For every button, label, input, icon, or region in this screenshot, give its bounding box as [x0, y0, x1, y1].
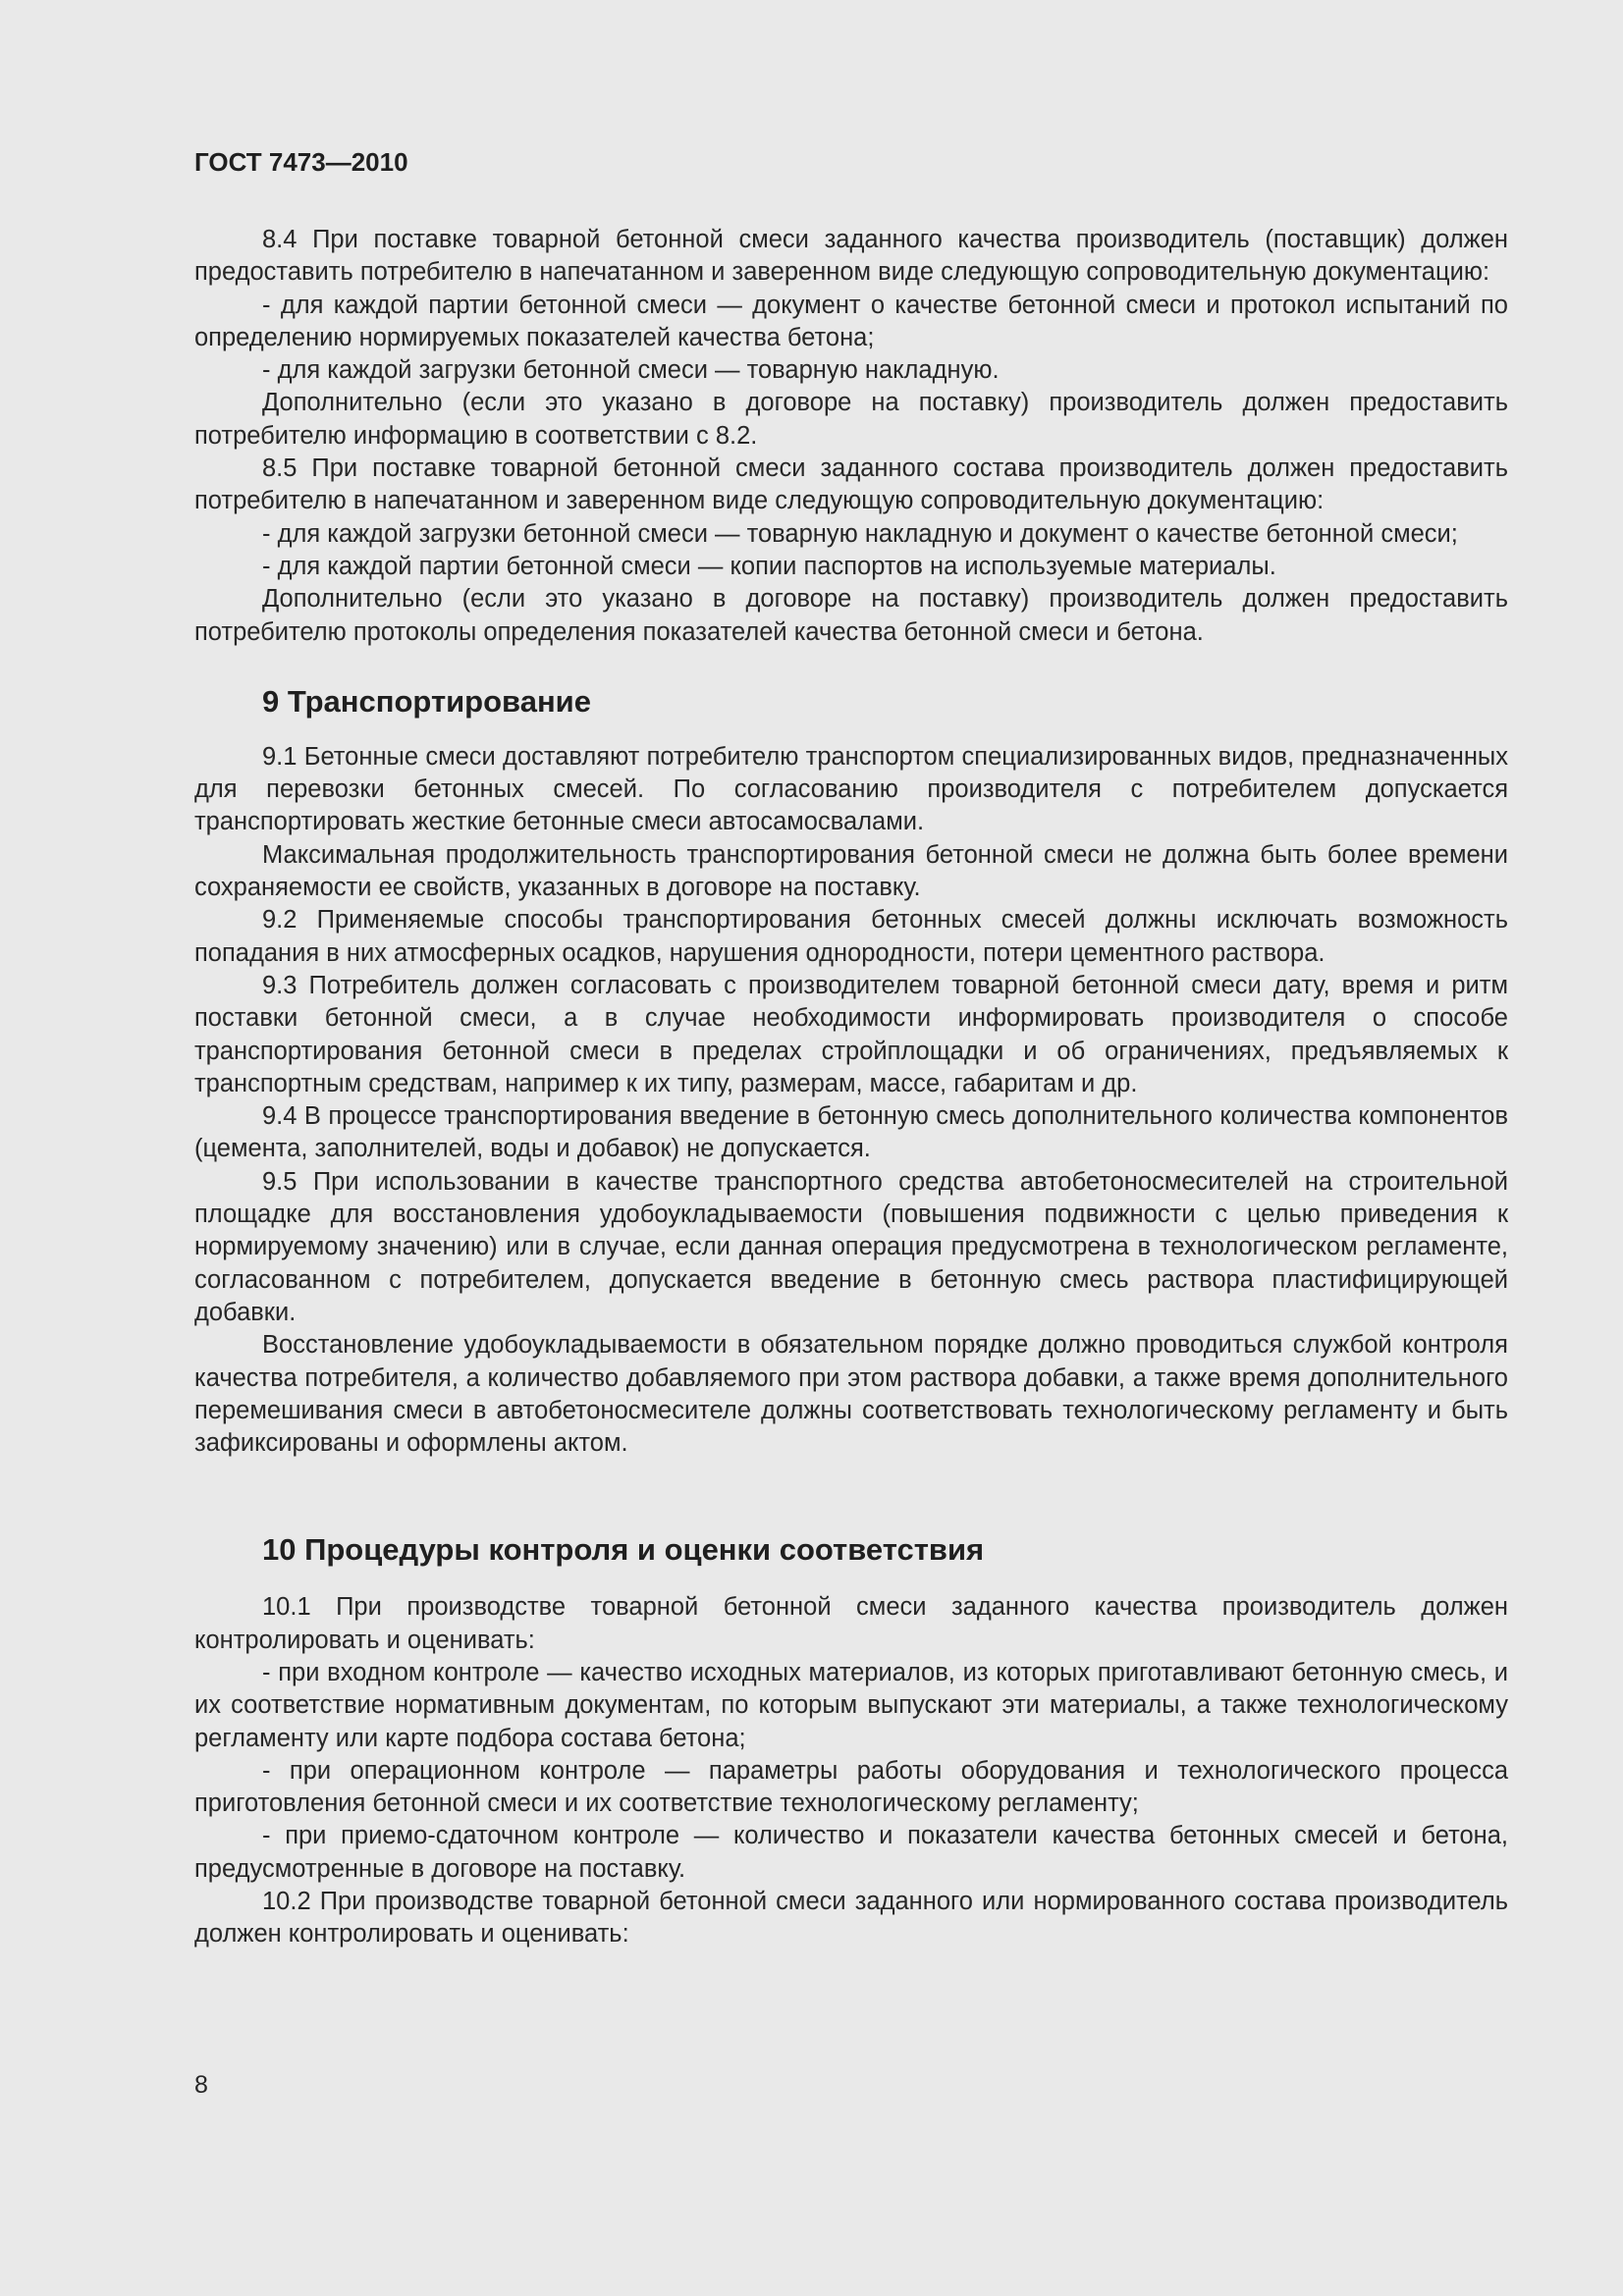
list-item: - для каждой партии бетонной смеси — копии паспортов на используемые материалы. [262, 552, 1276, 580]
paragraph-10-2: 10.2 При производстве товарной бетонной смеси заданного или нормированного состава производитель должен контролировать и оценивать: [194, 1888, 1508, 1949]
list-item: - для каждой загрузки бетонной смеси — товарную накладную и документ о качестве бетонной смеси; [262, 519, 1458, 548]
list-item: - для каждой загрузки бетонной смеси — товарную накладную. [262, 356, 1000, 385]
paragraph-9-4: 9.4 В процессе транспортирования введение в бетонную смесь дополнительного количества компонентов (цемента, заполнителей, воды и добавок) не допускается. [194, 1102, 1508, 1163]
paragraph-10-1: 10.1 При производстве товарной бетонной смеси заданного качества производитель должен контролировать и оценивать: [194, 1593, 1508, 1654]
section-9-heading: 9 Транспортирование [262, 683, 591, 719]
list-item: - при приемо-сдаточном контроле — количество и показатели качества бетонных смесей и бетона, предусмотренные в договоре на поставку. [194, 1822, 1508, 1883]
list-item: - при входном контроле — качество исходных материалов, из которых приготавливают бетонную смесь, и их соответствие нормативным документам, по которым выпускают эти материалы, а также технологическому регламенту или карте подбора состава бетона; [194, 1658, 1508, 1752]
paragraph-9-2: 9.2 Применяемые способы транспортирования бетонных смесей должны исключать возможность попадания в них атмосферных осадков, нарушения однородности, потери цементного раствора. [194, 906, 1508, 967]
paragraph: Максимальная продолжительность транспортирования бетонной смеси не должна быть более времени сохраняемости ее свойств, указанных в договоре на поставку. [194, 840, 1508, 902]
paragraph: Дополнительно (если это указано в договоре на поставку) производитель должен предоставить потребителю протоколы определения показателей качества бетонной смеси и бетона. [194, 585, 1508, 646]
page-number: 8 [194, 2071, 208, 2099]
document-header: ГОСТ 7473—2010 [194, 147, 408, 177]
paragraph: Восстановление удобоукладываемости в обязательном порядке должно проводиться службой контроля качества потребителя, а количество добавляемого при этом раствора добавки, а также время дополнительного перемешивания смеси в автобетоносмесителе должны соответствовать технологическому регламенту и быть зафиксированы и оформлены актом. [194, 1331, 1508, 1458]
paragraph-9-1: 9.1 Бетонные смеси доставляют потребителю транспортом специализированных видов, предназначенных для перевозки бетонных смесей. По согласованию производителя с потребителем допускается транспортировать жесткие бетонные смеси автосамосвалами. [194, 742, 1508, 836]
list-item: - для каждой партии бетонной смеси — документ о качестве бетонной смеси и протокол испытаний по определению нормируемых показателей качества бетона; [194, 291, 1508, 351]
paragraph-8-4: 8.4 При поставке товарной бетонной смеси заданного качества производитель (поставщик) должен предоставить потребителю в напечатанном и заверенном виде следующую сопроводительную документацию: [194, 226, 1508, 287]
paragraph-8-5: 8.5 При поставке товарной бетонной смеси заданного состава производитель должен предоставить потребителю в напечатанном и заверенном виде следующую сопроводительную документацию: [194, 454, 1508, 515]
list-item: - при операционном контроле — параметры работы оборудования и технологического процесса приготовления бетонной смеси и их соответствие технологическому регламенту; [194, 1756, 1508, 1818]
paragraph-9-5: 9.5 При использовании в качестве транспортного средства автобетоносмесителей на строительной площадке для восстановления удобоукладываемости (повышения подвижности с целью приведения к нормируемому значению) или в случае, если данная операция предусмотрена в технологическом регламенте, согласованном с потребителем, допускается введение в бетонную смесь раствора пластифицирующей добавки. [194, 1167, 1508, 1326]
paragraph-9-3: 9.3 Потребитель должен согласовать с производителем товарной бетонной смеси дату, время и ритм поставки бетонной смеси, а в случае необходимости информировать производителя о способе транспортирования бетонной смеси в пределах стройплощадки и об ограничениях, предъявляемых к транспортным средствам, например к их типу, размерам, массе, габаритам и др. [194, 971, 1508, 1097]
section-10-heading: 10 Процедуры контроля и оценки соответствия [262, 1532, 985, 1568]
document-body [194, 224, 1508, 1951]
paragraph: Дополнительно (если это указано в договоре на поставку) производитель должен предоставить потребителю информацию в соответствии с 8.2. [194, 389, 1508, 450]
